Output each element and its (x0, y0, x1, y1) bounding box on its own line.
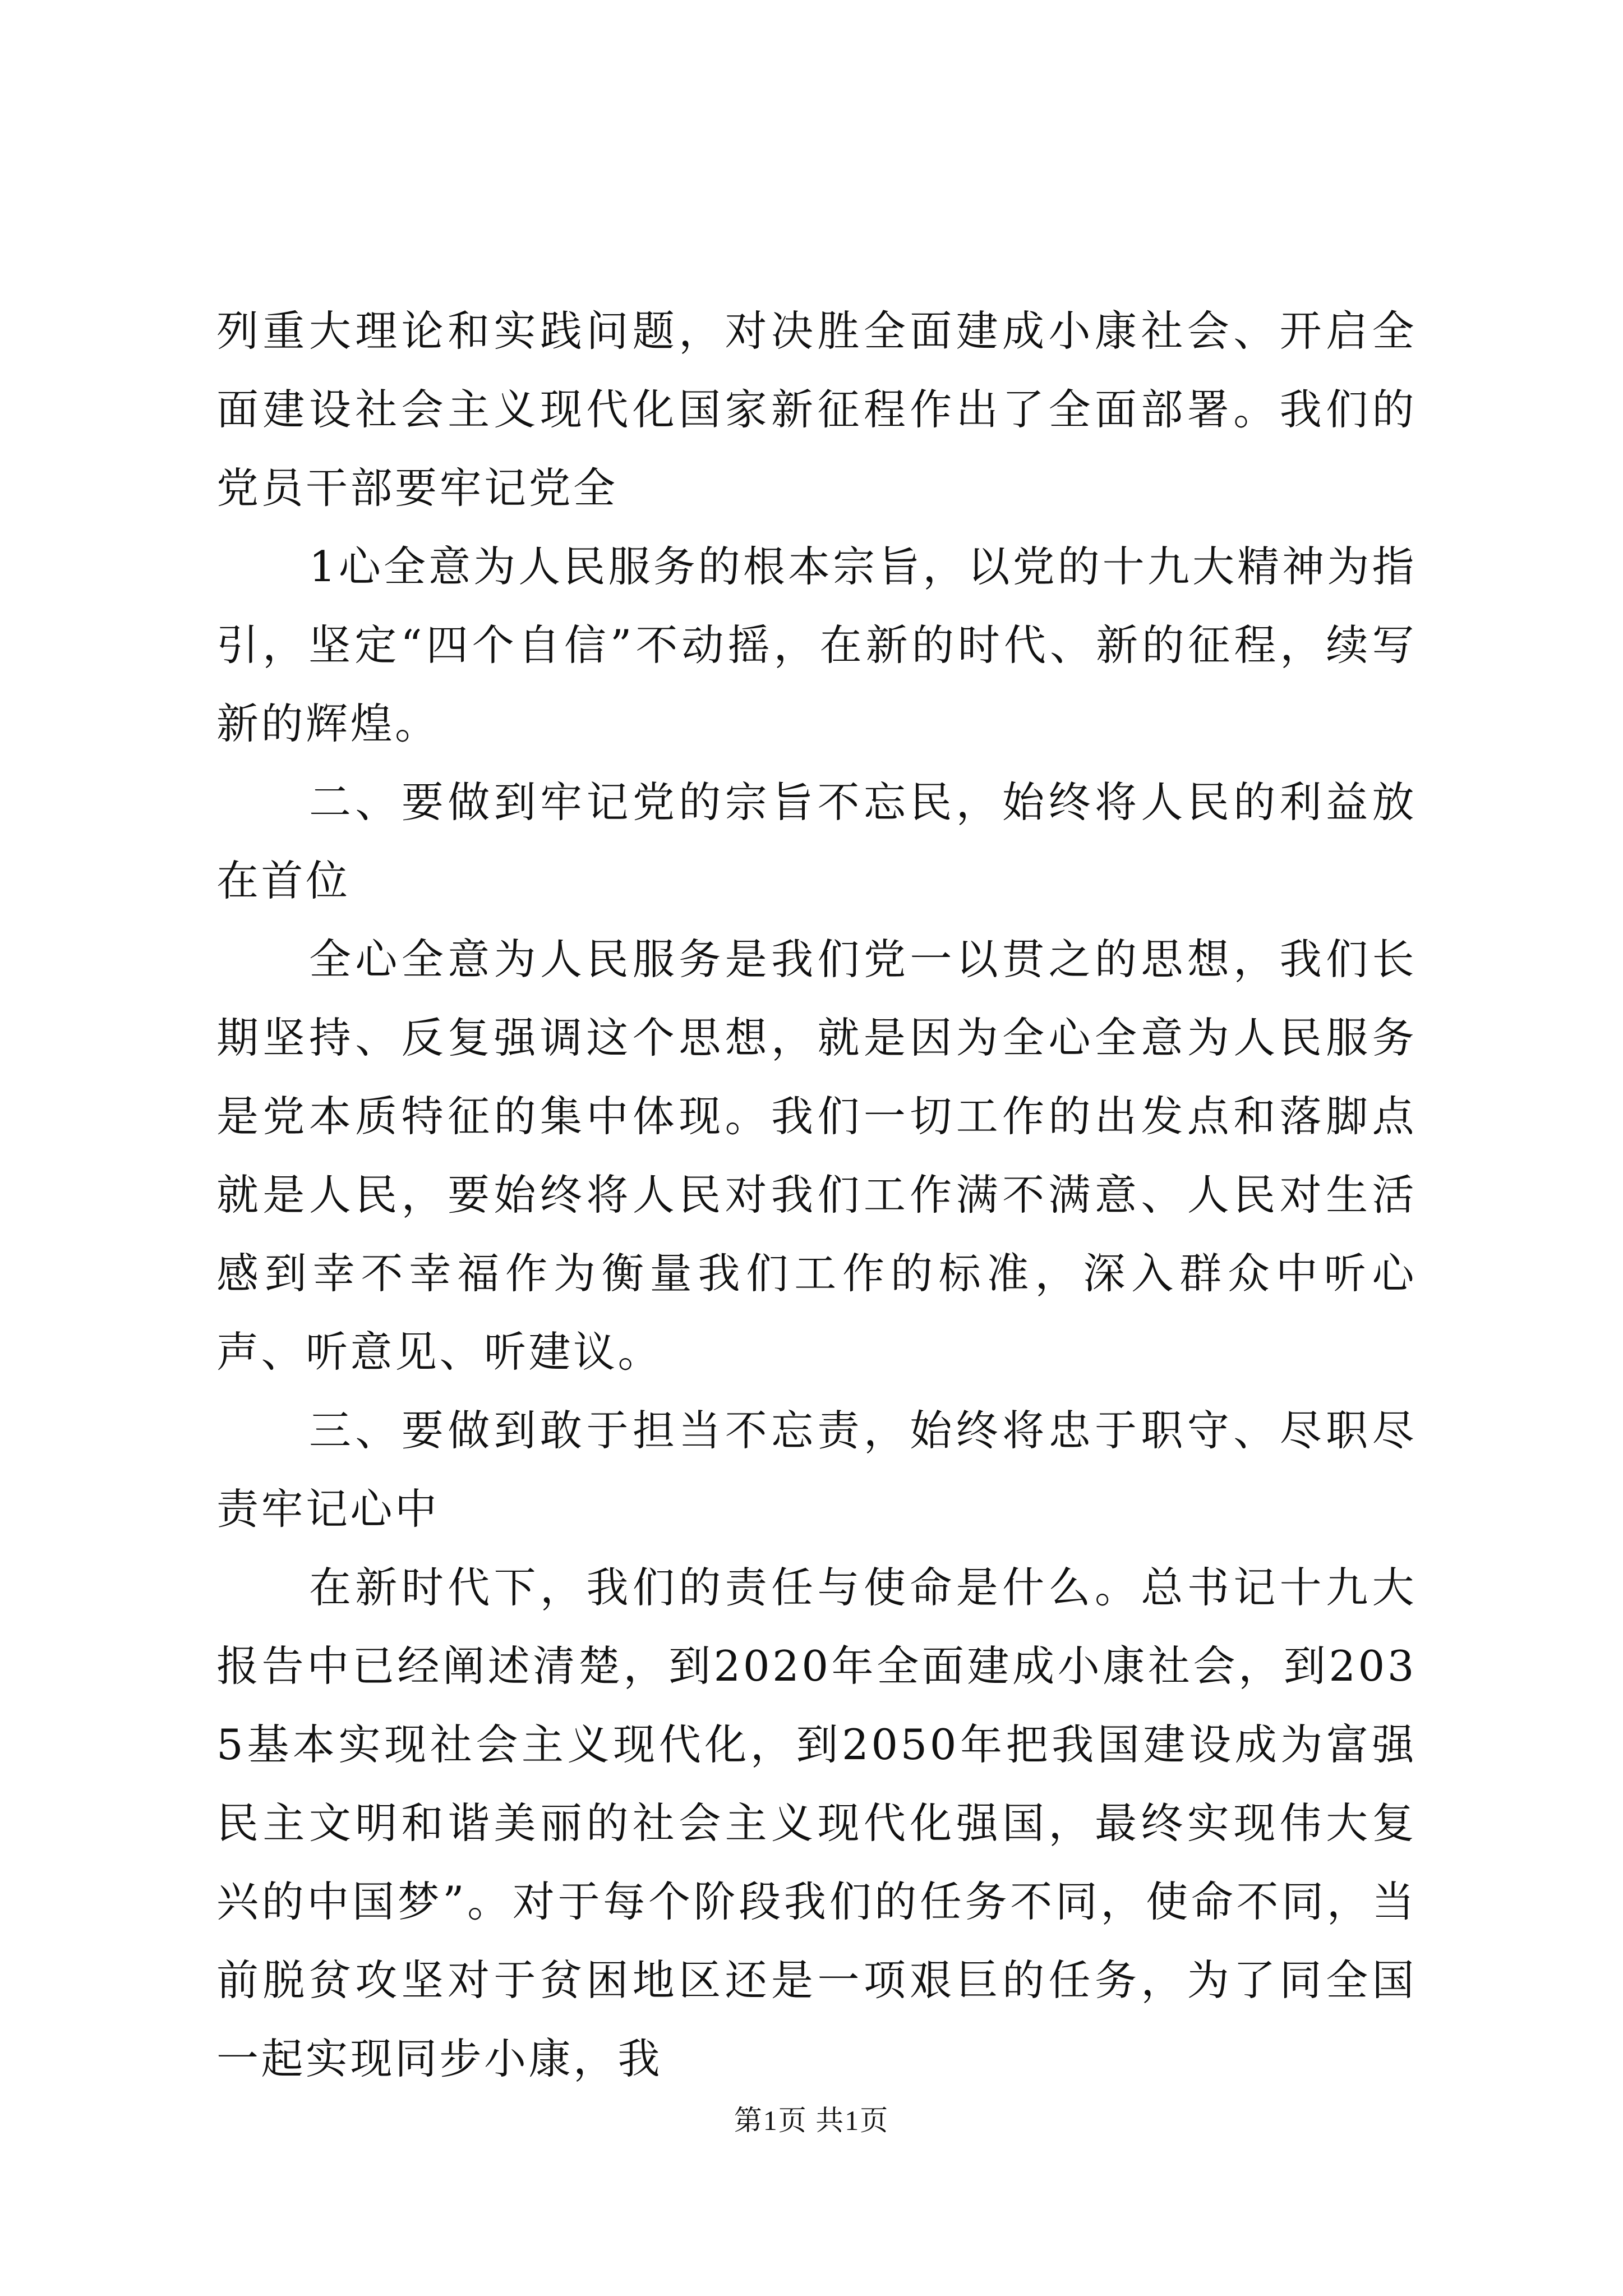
paragraph-3: 全心全意为人民服务是我们党一以贯之的思想，我们长期坚持、反复强调这个思想，就是因为全心全意为人民服务是党本质特征的集中体现。我们一切工作的出发点和落脚点就是人民，要始终将人民对我们工作满不满意、人民对生活感到幸不幸福作为衡量我们工作的标准，深入群众中听心声、听意见、听建议。 (216, 935, 1417, 1377)
document-body (216, 292, 1417, 2098)
section-heading-2: 二、要做到牢记党的宗旨不忘民，始终将人民的利益放在首位 (216, 777, 1417, 905)
paragraph-2: 1心全意为人民服务的根本宗旨，以党的十九大精神为指引，坚定“四个自信”不动摇，在新的时代、新的征程，续写新的辉煌。 (216, 542, 1417, 748)
paragraph-4: 在新时代下，我们的责任与使命是什么。总书记十九大报告中已经阐述清楚，到2020年全面建成小康社会，到2035基本实现社会主义现代化，到2050年把我国建设成为富强民主文明和谐美丽的社会主义现代化强国，最终实现伟大复兴的中国梦”。对于每个阶段我们的任务不同，使命不同，当前脱贫攻坚对于贫困地区还是一项艰巨的任务，为了同全国一起实现同步小康，我 (216, 1563, 1417, 2083)
section-heading-3: 三、要做到敢于担当不忘责，始终将忠于职守、尽职尽责牢记心中 (216, 1406, 1417, 1534)
paragraph-1: 列重大理论和实践问题，对决胜全面建成小康社会、开启全面建设社会主义现代化国家新征程作出了全面部署。我们的党员干部要牢记党全 (216, 306, 1417, 513)
page-footer: 第1页 共1页 (734, 2105, 889, 2136)
